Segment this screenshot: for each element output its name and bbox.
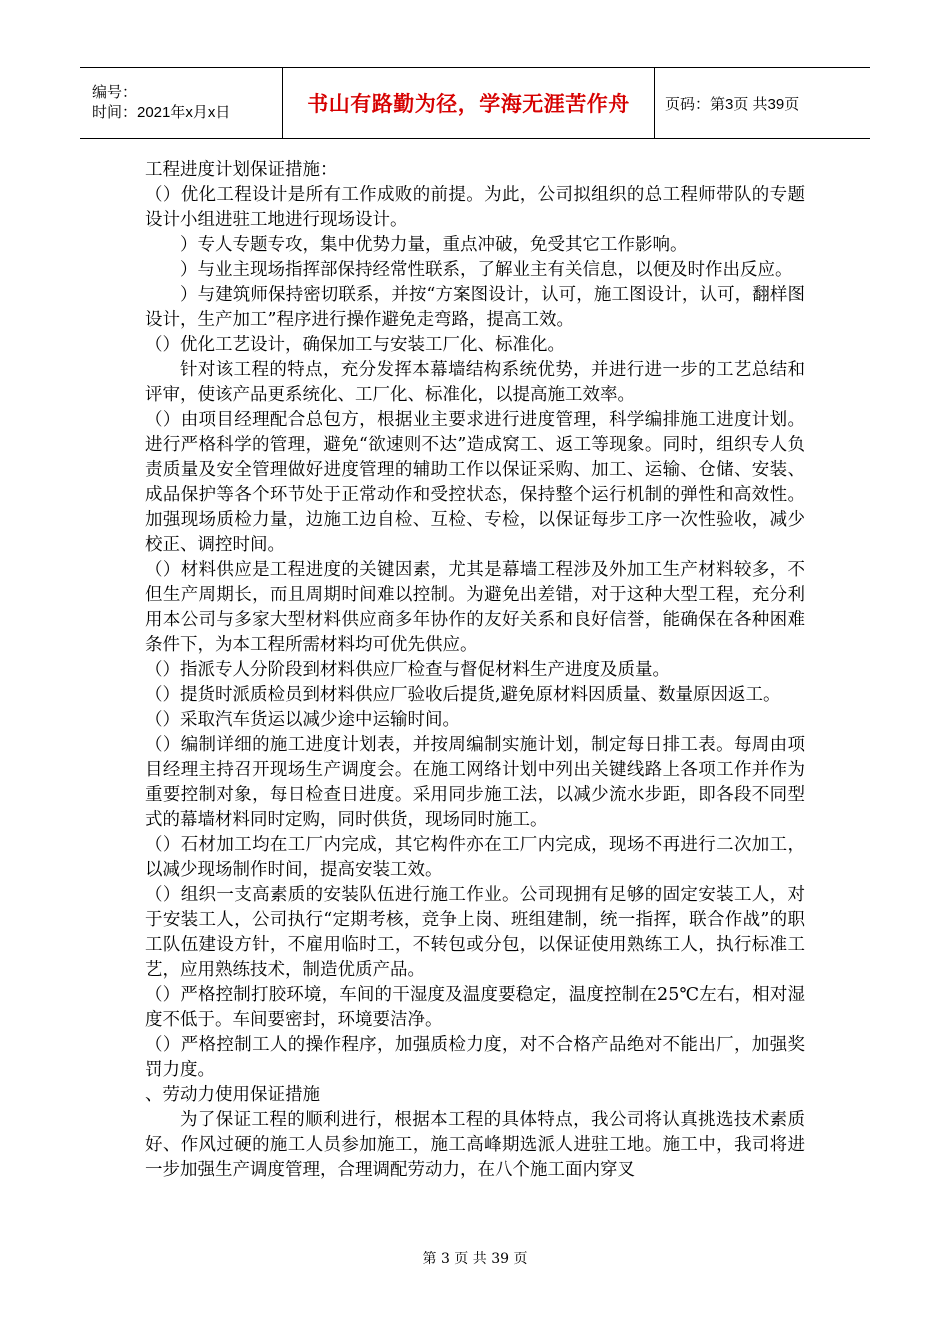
header-motto: 书山有路勤为径，学海无涯苦作舟 [283, 68, 655, 138]
header-meta [80, 68, 283, 138]
body-paragraph: （）优化工艺设计，确保加工与安装工厂化、标准化。 [145, 335, 565, 355]
body-paragraph: （）组织一支高素质的安装队伍进行施工作业。公司现拥有足够的固定安装工人，对于安装工人，公司执行“定期考核，竞争上岗、班组建制，统一指挥，联合作战”的职工队伍建设方针，不雇用临时工，不转包或分包，以保证使用熟练工人，执行标准工艺，应用熟练技术，制造优质产品。 [145, 885, 805, 980]
body-paragraph: （）严格控制工人的操作程序，加强质检力度，对不合格产品绝对不能出厂，加强奖罚力度。 [145, 1035, 805, 1080]
body-paragraph: ）与建筑师保持密切联系，并按“方案图设计，认可，施工图设计，认可，翻样图设计，生产加工”程序进行操作避免走弯路，提高工效。 [145, 285, 805, 330]
document-date-label: 时间：2021年x月x日 [92, 104, 231, 121]
body-paragraph: 工程进度计划保证措施： [145, 160, 338, 180]
body-paragraph: （）提货时派质检员到材料供应厂验收后提货,避免原材料因质量、数量原因返工。 [145, 685, 781, 705]
body-paragraph: ）专人专题专攻，集中优势力量，重点冲破，免受其它工作影响。 [180, 235, 688, 255]
page-footer: 第 3 页 共 39 页 [422, 1251, 528, 1267]
page-header [80, 67, 870, 139]
document-number-label: 编号： [92, 84, 138, 101]
body-paragraph: （）由项目经理配合总包方，根据业主要求进行进度管理，科学编排施工进度计划。进行严格科学的管理，避免“欲速则不达”造成窝工、返工等现象。同时，组织专人负责质量及安全管理做好进度管理的辅助工作以保证采购、加工、运输、仓储、安装、成品保护等各个环节处于正常动作和受控状态，保持整个运行机制的弹性和高效性。加强现场质检力量，边施工边自检、互检、专检，以保证每步工序一次性验收，减少校正、调控时间。 [145, 410, 805, 555]
body-paragraph: （）严格控制打胶环境，车间的干湿度及温度要稳定，温度控制在25℃左右，相对湿度不低于。车间要密封，环境要洁净。 [145, 985, 805, 1030]
body-paragraph: （）编制详细的施工进度计划表，并按周编制实施计划，制定每日排工表。每周由项目经理主持召开现场生产调度会。在施工网络计划中列出关键线路上各项工作并作为重要控制对象，每日检查日进度。采用同步施工法，以减少流水步距，即各段不同型式的幕墙材料同时定购，同时供货，现场同时施工。 [145, 735, 805, 830]
body-paragraph: （）指派专人分阶段到材料供应厂检查与督促材料生产进度及质量。 [145, 660, 670, 680]
header-page-number: 页码：第3页 共39页 [665, 95, 800, 113]
body-paragraph: 、劳动力使用保证措施 [145, 1085, 320, 1105]
body-paragraph: （）材料供应是工程进度的关键因素，尤其是幕墙工程涉及外加工生产材料较多，不但生产周期长，而且周期时间难以控制。为避免出差错，对于这种大型工程，充分利用本公司与多家大型材料供应商多年协作的友好关系和良好信誉，能确保在各种困难条件下，为本工程所需材料均可优先供应。 [145, 560, 805, 655]
body-paragraph: 为了保证工程的顺利进行，根据本工程的具体特点，我公司将认真挑选技术素质好、作风过硬的施工人员参加施工，施工高峰期选派人进驻工地。施工中，我司将进一步加强生产调度管理，合理调配劳动力，在八个施工面内穿叉 [145, 1110, 805, 1180]
body-paragraph: （）优化工程设计是所有工作成败的前提。为此，公司拟组织的总工程师带队的专题设计小组进驻工地进行现场设计。 [145, 185, 805, 230]
body-paragraph: （）石材加工均在工厂内完成，其它构件亦在工厂内完成，现场不再进行二次加工，以减少现场制作时间，提高安装工效。 [145, 835, 805, 880]
body-paragraph: ）与业主现场指挥部保持经常性联系，了解业主有关信息，以便及时作出反应。 [180, 260, 793, 280]
document-body [145, 158, 805, 1183]
body-paragraph: （）采取汽车货运以减少途中运输时间。 [145, 710, 460, 730]
body-paragraph: 针对该工程的特点，充分发挥本幕墙结构系统优势，并进行进一步的工艺总结和评审，使该产品更系统化、工厂化、标准化，以提高施工效率。 [145, 360, 805, 405]
